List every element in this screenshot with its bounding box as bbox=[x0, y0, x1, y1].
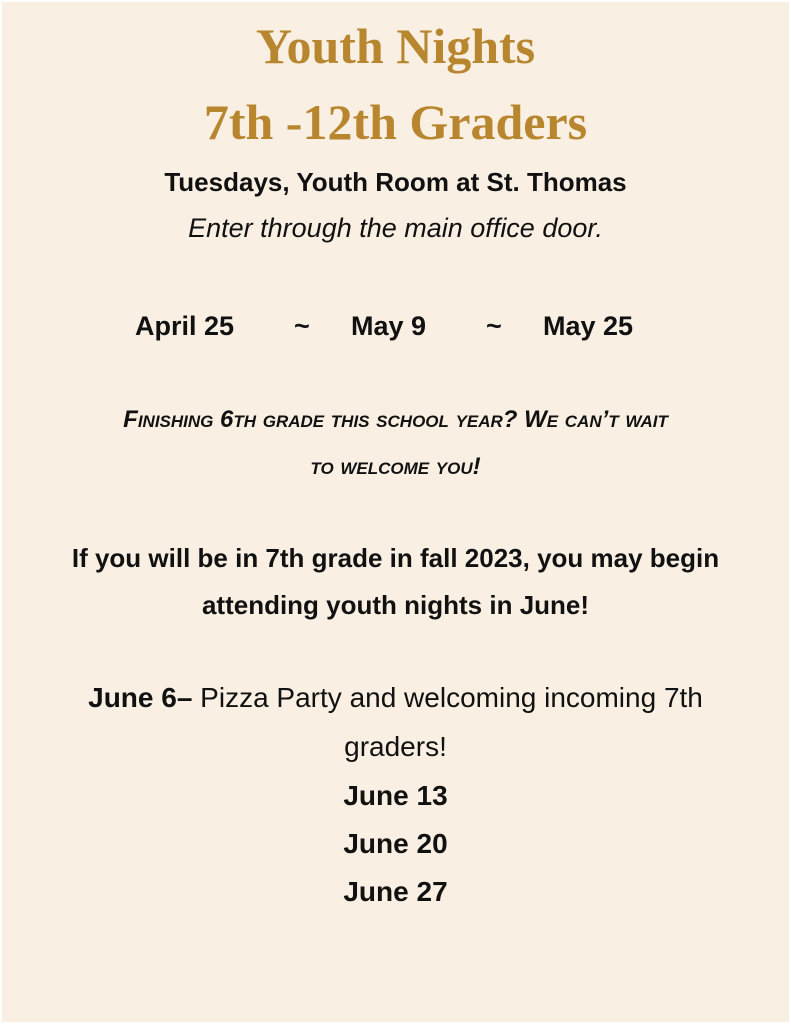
title-line-2: 7th -12th Graders bbox=[203, 94, 588, 150]
date-june-27: June 27 bbox=[343, 876, 448, 907]
dates-row bbox=[2, 311, 789, 347]
june-6-label: June 6– bbox=[88, 682, 193, 713]
welcome-line-1: Finishing 6th grade this school year? We can’t wait bbox=[123, 406, 668, 433]
flyer-page bbox=[2, 2, 789, 1022]
date-may-25: May 25 bbox=[543, 311, 634, 341]
info-line-2: attending youth nights in June! bbox=[201, 590, 590, 620]
date-may-9: May 9 bbox=[351, 311, 427, 341]
date-april-25: April 25 bbox=[135, 311, 235, 341]
june-6-text: Pizza Party and welcoming incoming 7th bbox=[192, 682, 703, 713]
info-line-1: If you will be in 7th grade in fall 2023, you may begin bbox=[71, 543, 720, 573]
meeting-info: Tuesdays, Youth Room at St. Thomas bbox=[164, 167, 627, 197]
title-line-1: Youth Nights bbox=[255, 18, 536, 74]
date-separator: ~ bbox=[294, 311, 310, 341]
june-6-text-continued: graders! bbox=[344, 731, 447, 762]
entrance-note: Enter through the main office door. bbox=[188, 213, 603, 243]
welcome-line-2: to welcome you! bbox=[310, 453, 481, 480]
june-6-line bbox=[2, 684, 789, 712]
date-separator: ~ bbox=[486, 311, 502, 341]
date-june-13: June 13 bbox=[343, 780, 448, 811]
date-june-20: June 20 bbox=[343, 828, 448, 859]
